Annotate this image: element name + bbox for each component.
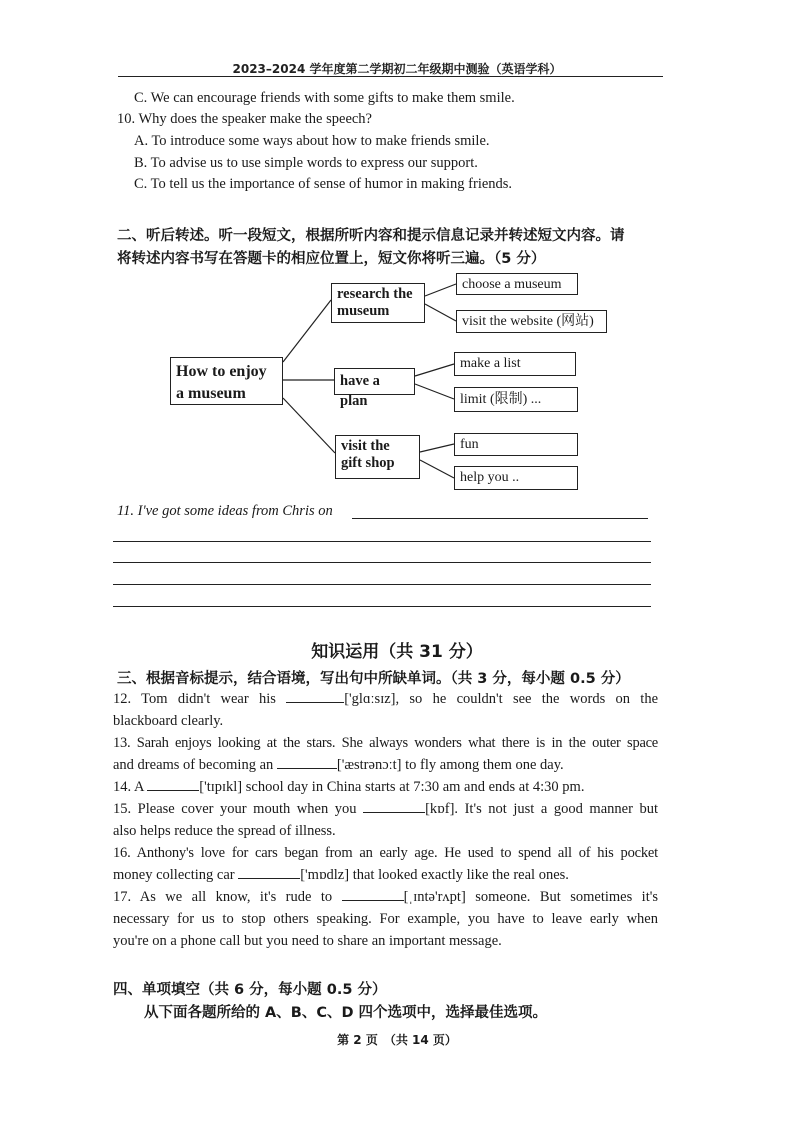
leaf-limit: limit (限制) ... <box>454 387 578 412</box>
connector-gift-help <box>420 460 454 478</box>
q13-blank[interactable] <box>277 756 337 769</box>
q16-line1: 16. Anthony's love for cars began from an early age. He used to spend all of his pocket <box>113 845 658 861</box>
branch-research-museum: research the museum <box>331 283 425 323</box>
q11-answer-line-1[interactable] <box>352 518 648 519</box>
q10-stem: 10. Why does the speaker make the speech? <box>117 111 372 127</box>
q17-line1: 17. As we all know, it's rude to [ˌɪntə'rʌpt] someone. But sometimes it's <box>113 889 658 905</box>
q15-line2: also helps reduce the spread of illness. <box>113 823 336 839</box>
connector-research-choose <box>425 284 456 296</box>
q12-line2: blackboard clearly. <box>113 713 224 729</box>
leaf-fun: fun <box>454 433 578 456</box>
q14-line1: 14. A ['tɪpɪkl] school day in China starts at 7:30 am and ends at 4:30 pm. <box>113 779 585 795</box>
q10-option-b: B. To advise us to use simple words to express our support. <box>134 155 478 171</box>
mindmap-root: How to enjoy a museum <box>170 357 283 405</box>
q13-line2: and dreams of becoming an ['æstrənɔːt] to fly among them one day. <box>113 757 564 773</box>
q17-blank[interactable] <box>342 888 404 901</box>
q17-line3: you're on a phone call but you need to share an important message. <box>113 933 502 949</box>
q16-blank[interactable] <box>238 866 300 879</box>
leaf-choose-museum: choose a museum <box>456 273 578 295</box>
connector-root-giftshop <box>283 398 335 453</box>
leaf-visit-website: visit the website (网站) <box>456 310 607 333</box>
connector-gift-fun <box>420 444 454 452</box>
q16-line2: money collecting car ['mɒdlz] that looked exactly like the real ones. <box>113 867 569 883</box>
page-header: 2023–2024 学年度第二学期初二年级期中测验（英语学科） <box>232 62 562 76</box>
section2-title-line1: 二、听后转述。听一段短文，根据所听内容和提示信息记录并转述短文内容。请 <box>117 228 625 244</box>
section4-title: 四、单项填空（共 6 分，每小题 0.5 分） <box>113 982 387 998</box>
q13-line1: 13. Sarah enjoys looking at the stars. She always wonders what there is in the outer space <box>113 735 658 751</box>
q9-option-c: C. We can encourage friends with some gifts to make them smile. <box>134 90 515 106</box>
leaf-make-list: make a list <box>454 352 576 376</box>
branch-have-plan: have a plan <box>334 368 415 395</box>
page-footer: 第 2 页 （共 14 页） <box>337 1033 457 1047</box>
connector-research-website <box>425 304 456 321</box>
q10-option-c: C. To tell us the importance of sense of humor in making friends. <box>134 176 513 192</box>
q11-answer-line-3[interactable] <box>113 562 651 563</box>
q15-blank[interactable] <box>363 800 425 813</box>
connector-plan-limit <box>415 384 454 399</box>
q11-answer-line-4[interactable] <box>113 584 651 585</box>
connector-plan-list <box>415 364 454 376</box>
connector-root-research <box>283 300 331 362</box>
q15-line1: 15. Please cover your mouth when you [kɒf]. It's not just a good manner but <box>113 801 658 817</box>
q11-prompt: 11. I've got some ideas from Chris on <box>117 503 333 519</box>
q12-line1: 12. Tom didn't wear his ['glɑːsɪz], so he couldn't see the words on the <box>113 691 659 707</box>
q14-blank[interactable] <box>147 778 199 791</box>
q17-line2: necessary for us to stop others speaking. For example, you have to leave early when <box>113 911 658 927</box>
q11-answer-line-5[interactable] <box>113 606 651 607</box>
section2-title-line2: 将转述内容书写在答题卡的相应位置上，短文你将听三遍。（5 分） <box>117 251 546 267</box>
branch-visit-gift-shop: visit the gift shop <box>335 435 420 479</box>
leaf-help-you: help you .. <box>454 466 578 490</box>
section4-instruction: 从下面各题所给的 A、B、C、D 四个选项中，选择最佳选项。 <box>144 1005 548 1021</box>
section3-items <box>113 688 658 952</box>
q12-blank[interactable] <box>286 690 344 703</box>
knowledge-section-title: 知识运用（共 31 分） <box>311 642 483 662</box>
q10-option-a: A. To introduce some ways about how to make friends smile. <box>134 133 490 149</box>
q11-answer-line-2[interactable] <box>113 541 651 542</box>
section3-title: 三、根据音标提示，结合语境，写出句中所缺单词。（共 3 分，每小题 0.5 分） <box>117 671 630 687</box>
